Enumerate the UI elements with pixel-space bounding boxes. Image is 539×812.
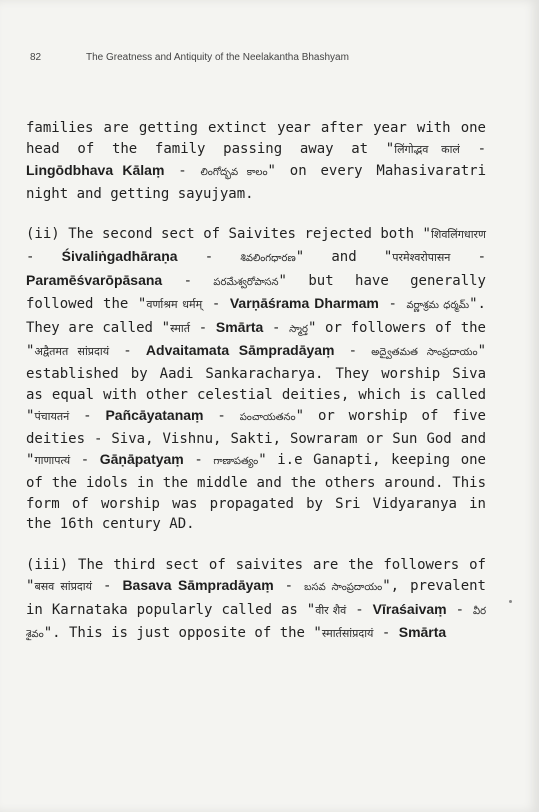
paragraph-2 — [26, 224, 486, 534]
page-number: 82 — [30, 52, 42, 63]
devanagari-term: वीर शैवं — [315, 603, 347, 617]
devanagari-term: स्मार्त — [170, 321, 191, 335]
telugu-term: లింగోద్భవ కాలం — [200, 167, 268, 179]
devanagari-term: शिवलिंगधारण — [430, 228, 486, 242]
text: families are getting extinct year after year with one head of the family passing away at " — [26, 120, 486, 157]
page-header — [30, 52, 349, 63]
text: - — [450, 248, 486, 265]
telugu-term: వర్ణాశ్రమ ధర్మమ్ — [406, 300, 470, 312]
running-title: The Greatness and Antiquity of the Neelakantha Bhashyam — [86, 52, 349, 63]
text: - — [273, 578, 305, 595]
devanagari-term: पंचायतनं — [34, 410, 70, 424]
telugu-term: శివలింగధారణ — [240, 252, 296, 264]
text: - — [378, 296, 407, 313]
devanagari-term: गाणापत्यं — [34, 454, 71, 468]
transliterated-term: Śivaliṅgadhāraṇa — [61, 247, 178, 264]
text: - — [263, 319, 290, 336]
text: " on every Mahasivaratri night and getting sayujyam. — [26, 163, 486, 202]
transliterated-term: Advaitamata Sāmpradāyaṃ — [145, 342, 335, 359]
text: - — [26, 248, 62, 265]
transliterated-term: Basava Sāmpradāyaṃ — [122, 577, 274, 594]
devanagari-term: बसव सांप्रदायं — [34, 580, 92, 594]
text: - — [162, 272, 214, 289]
text: - — [190, 319, 216, 336]
text: ", prevalent in Karnataka popularly called as " — [26, 578, 486, 618]
transliterated-term: Gāṇāpatyaṃ — [99, 451, 184, 468]
text: - — [70, 452, 100, 469]
text: - — [69, 408, 106, 425]
telugu-term: వీర శైవం — [26, 605, 486, 641]
transliterated-term: Smārta — [215, 318, 264, 335]
text: " but have generally followed the " — [26, 272, 486, 313]
text: - — [334, 343, 372, 360]
text: - — [91, 578, 123, 595]
text: - — [203, 408, 240, 425]
devanagari-term: परमेश्वरोपासन — [392, 250, 451, 264]
text: (iii) The third sect of saivites are the followers of " — [26, 556, 486, 595]
text: (ii) The second sect of Saivites rejected both " — [26, 226, 431, 243]
paper-speck — [509, 600, 512, 603]
text: - — [446, 601, 473, 618]
text: " and " — [295, 248, 393, 265]
text: - — [164, 163, 201, 180]
transliterated-term: Pañcāyatanaṃ — [105, 407, 204, 424]
transliterated-term: Paramēśvarōpāsana — [26, 271, 163, 288]
telugu-term: పంచాయతనం — [239, 412, 296, 424]
telugu-term: పరమేశ్వరోపాసన — [213, 276, 279, 288]
text: " established by Aadi Sankaracharya. They worship Siva as equal with other celestial deities, which is called " — [26, 343, 486, 425]
devanagari-term: अद्वैतमत सांप्रदायं — [34, 345, 110, 359]
text: - — [177, 248, 241, 265]
transliterated-term: Lingōdbhava Kālaṃ — [26, 162, 165, 179]
text: ". This is just opposite of the " — [43, 625, 322, 642]
devanagari-term: वर्णाश्रम धर्मम् — [146, 298, 203, 312]
text: " or worship of five deities - Siva, Vishnu, Sakti, Sowraram or Sun God and " — [26, 408, 486, 469]
devanagari-term: लिंगोद्भव कालं — [394, 142, 460, 156]
telugu-term: గాణాపత్యం — [213, 456, 259, 468]
text: " or followers of the " — [26, 319, 486, 360]
paragraph-1 — [26, 118, 486, 204]
text: ". They are called " — [26, 296, 486, 336]
telugu-term: అద్వైతమత సాంప్రదాయం — [371, 347, 478, 359]
transliterated-term: Vīraśaivaṃ — [372, 600, 447, 617]
telugu-term: స్మార్త — [289, 323, 308, 335]
text: - — [346, 601, 373, 618]
devanagari-term: स्मार्तसांप्रदायं — [321, 627, 374, 641]
text: - — [373, 625, 399, 642]
text: " i.e Ganapti, keeping one of the idols in the middle and the others around. This form of worship was propagated by Sri Vidyaranya in the 16th century AD. — [26, 452, 486, 533]
telugu-term: బసవ సాంప్రదాయం — [304, 582, 383, 594]
transliterated-term: Smārta — [398, 624, 447, 641]
transliterated-term: Varṇāśrama Dharmam — [229, 295, 379, 312]
text: - — [202, 296, 230, 313]
text: - — [459, 140, 487, 157]
text: - — [109, 343, 146, 360]
paragraph-3 — [26, 555, 486, 646]
body-text — [26, 118, 486, 666]
text: - — [183, 452, 214, 469]
